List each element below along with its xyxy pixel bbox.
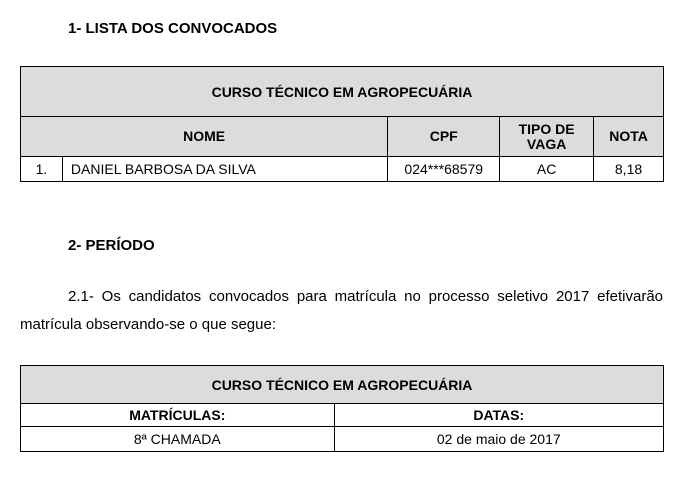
section-1-heading: 1- LISTA DOS CONVOCADOS (68, 20, 278, 37)
row-number: 1. (21, 157, 63, 182)
candidate-cpf: 024***68579 (388, 157, 500, 182)
column-header-nome: NOME (21, 117, 388, 157)
table-row (21, 157, 664, 182)
section-2-paragraph: 2.1- Os candidatos convocados para matrícula no processo seletivo 2017 efetivarão matrícula observando-se o que segue: (20, 288, 663, 333)
chamada-cell: 8ª CHAMADA (21, 427, 335, 452)
column-header-tipo-line2: VAGA (526, 135, 567, 152)
column-header-cpf: CPF (388, 117, 500, 157)
periodo-table-title: CURSO TÉCNICO EM AGROPECUÁRIA (21, 366, 664, 404)
candidate-nota: 8,18 (594, 157, 664, 182)
column-header-matriculas: MATRÍCULAS: (21, 404, 335, 427)
data-cell: 02 de maio de 2017 (334, 427, 663, 452)
candidate-name: DANIEL BARBOSA DA SILVA (62, 157, 387, 182)
column-header-nota: NOTA (594, 117, 664, 157)
table-row (21, 427, 664, 452)
column-header-datas: DATAS: (334, 404, 663, 427)
candidate-tipo-vaga: AC (500, 157, 594, 182)
column-header-tipo-line1: TIPO DE (518, 120, 575, 137)
section-2-heading: 2- PERÍODO (68, 237, 155, 254)
column-header-tipo-de-vaga (500, 117, 594, 157)
convocados-table-title: CURSO TÉCNICO EM AGROPECUÁRIA (21, 67, 664, 117)
convocados-table (20, 66, 664, 182)
periodo-table (20, 365, 664, 452)
